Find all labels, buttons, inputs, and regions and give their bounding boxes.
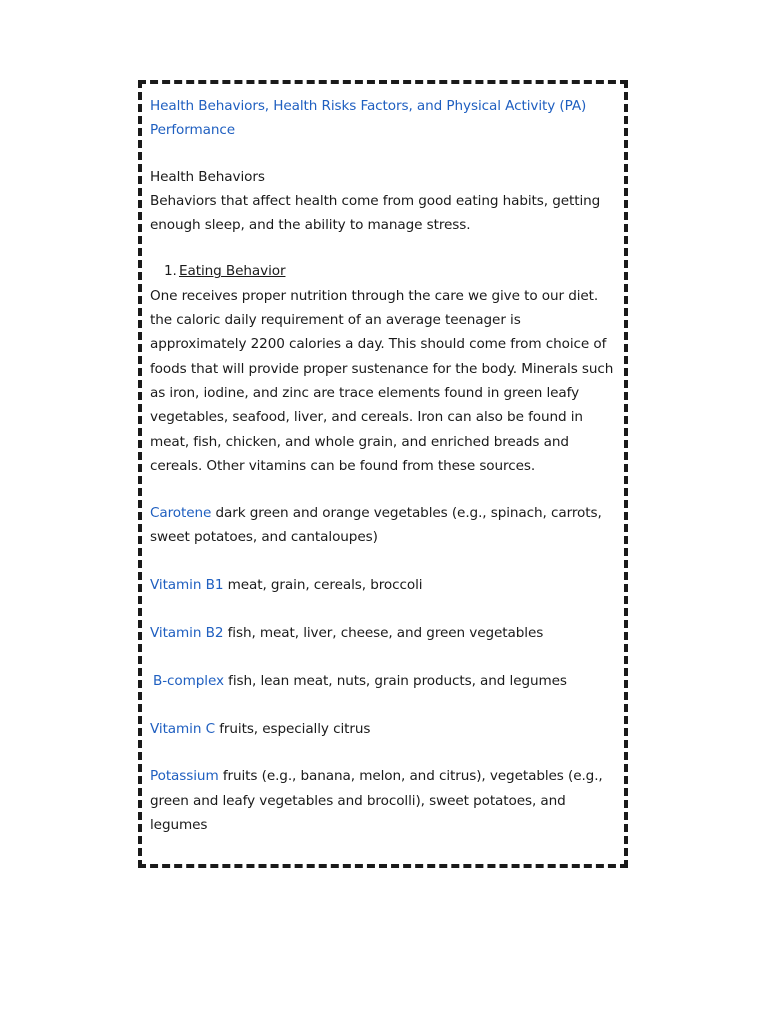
eating-behavior-paragraph: One receives proper nutrition through the care we give to our diet. the caloric daily requirement of an average teenager is approximately 2200 calories a day. This should come from choice of foods that will provide proper sustenance for the body. Minerals such as iron, iodine, and zinc are trace elements found in green leafy vegetables, seafood, liver, and cereals. Iron can also be found in meat, fish, chicken, and whole grain, and enriched breads and cereals. Other vitamins can be found from these sources.	[150, 287, 614, 474]
nutrient-potassium	[150, 764, 616, 837]
nutrient-name: Vitamin B1	[150, 577, 224, 594]
nutrient-sources: meat, grain, cereals, broccoli	[223, 577, 423, 594]
nutrient-sources: fruits (e.g., banana, melon, and citrus), vegetables (e.g., green and leafy vegetables and brocolli), sweet potatoes, and legumes	[150, 768, 603, 834]
nutrient-vitamin-c	[150, 717, 616, 741]
list-number: 1.	[164, 263, 177, 280]
list-item-heading: Eating Behavior	[179, 263, 286, 280]
nutrient-sources: dark green and orange vegetables (e.g., spinach, carrots, sweet potatoes, and cantaloupes)	[150, 505, 602, 546]
dashed-content-box	[138, 80, 628, 868]
nutrient-vitamin-b1	[150, 573, 616, 597]
numbered-list-item	[150, 259, 616, 283]
nutrient-b-complex	[150, 669, 616, 693]
nutrient-sources: fruits, especially citrus	[215, 720, 371, 737]
nutrient-name: Vitamin C	[150, 720, 215, 737]
nutrient-name: Vitamin B2	[150, 625, 224, 642]
nutrient-name: Potassium	[150, 768, 219, 785]
nutrient-name: B-complex	[153, 672, 224, 689]
nutrient-vitamin-b2	[150, 621, 616, 645]
nutrient-sources: fish, meat, liver, cheese, and green vegetables	[223, 625, 544, 642]
document-title: Health Behaviors, Health Risks Factors, and Physical Activity (PA) Performance	[150, 98, 587, 139]
nutrient-carotene	[150, 501, 616, 550]
section-heading: Health Behaviors	[150, 168, 265, 185]
intro-paragraph: Behaviors that affect health come from good eating habits, getting enough sleep, and the ability to manage stress.	[150, 192, 601, 234]
nutrient-name: Carotene	[150, 505, 212, 522]
nutrient-sources: fish, lean meat, nuts, grain products, and legumes	[223, 672, 567, 689]
